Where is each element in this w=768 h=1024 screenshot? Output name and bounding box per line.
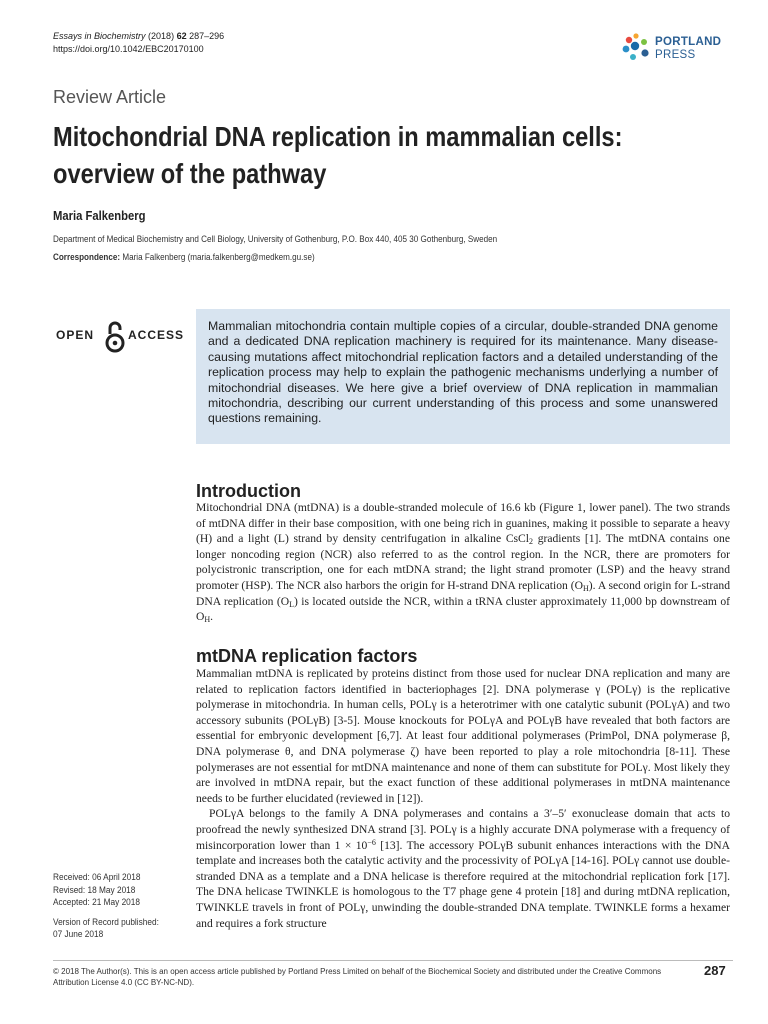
open-label: OPEN: [56, 328, 95, 342]
title-line-1: Mitochondrial DNA replication in mammalian cells:: [53, 121, 623, 152]
vor-label: Version of Record published:: [53, 916, 159, 927]
access-label: ACCESS: [128, 328, 185, 342]
title-line-2: overview of the pathway: [53, 158, 327, 189]
open-access-badge: [56, 320, 186, 360]
correspondence-label: Correspondence:: [53, 252, 121, 262]
paragraph-2: POLγA belongs to the family A DNA polymerases and contains a 3′–5′ exonuclease domain that acts to proofread the newly synthesized DNA strand [3]. POLγ is a highly accurate DNA polymerase with a frequency of misincorporation lower than $1 \times 10^{-6}$ [13]. The accessory POLγB subunit enhances interactions with the DNA template and increases both the catalytic activity and the processivity of POLγA [14-16]. POLγ cannot use double-stranded DNA as a template and a DNA helicase is therefore required at the mitochondrial replication fork [17]. The DNA helicase TWINKLE is homologous to the T7 phage gene 4 protein [18] and during mtDNA replication, TWINKLE travels in front of POLγ, unwinding the double-stranded DNA template. TWINKLE forms a hexamer and requires a fork structure: [196, 807, 730, 930]
publisher-press: PRESS: [655, 49, 696, 61]
page-number: 287: [704, 963, 726, 978]
vor-date: 07 June 2018: [53, 929, 104, 939]
correspondence: [53, 252, 315, 262]
article-title: [53, 118, 638, 192]
copyright-notice: © 2018 The Author(s). This is an open access article published by Portland Press Limited on behalf of the Biochemical Society and distributed under the Creative Commons Attribution License 4.0 (CC BY-NC-ND).: [53, 967, 662, 987]
received-date: Received: 06 April 2018: [53, 872, 141, 882]
author-name: Maria Falkenberg: [53, 209, 146, 223]
journal-year: (2018): [148, 31, 175, 41]
journal-name: Essays in Biochemistry: [53, 31, 146, 41]
journal-volume: 62: [176, 31, 187, 41]
journal-pages: 287–296: [189, 31, 225, 41]
footer-divider: [53, 960, 733, 961]
publisher-name: PORTLAND: [655, 36, 722, 48]
accepted-date: Accepted: 21 May 2018: [53, 897, 140, 907]
publication-dates: [53, 871, 159, 941]
publisher-logo-text: [655, 36, 721, 62]
correspondence-email[interactable]: Maria Falkenberg (maria.falkenberg@medkem.gu.se): [122, 252, 315, 262]
journal-citation: [53, 30, 224, 56]
replication-factors-heading: mtDNA replication factors: [196, 646, 418, 666]
open-lock-icon: [105, 320, 125, 356]
doi-link[interactable]: https://doi.org/10.1042/EBC20170100: [53, 44, 204, 54]
abstract-box: Mammalian mitochondria contain multiple copies of a circular, double-stranded DNA genome and a dedicated DNA replication machinery is required for its maintenance. Many disease-causing mutations affect mitochondrial replication factors and a detailed understanding of the replication process may help to explain the pathogenic mechanisms underlying a number of mitochondrial diseases. We here give a brief overview of DNA replication in mammalian mitochondria, describing our current understanding of this process and some unanswered questions remaining.: [196, 309, 730, 444]
introduction-heading: Introduction: [196, 481, 301, 501]
introduction-text: Mitochondrial DNA (mtDNA) is a double-stranded molecule of 16.6 kb (Figure 1, lower panel). The two strands of mtDNA differ in their base composition, with one being rich in guanines, making it possible to separate a heavy (H) and a light (L) strand by density centrifugation in alkaline CsCl$_2$ gradients [1]. The mtDNA contains one longer noncoding region (NCR) also referred to as the control region. In the NCR, there are promoters for polycistronic transcription, one for each mtDNA strand; the light strand promoter (LSP) and the heavy strand promoter (HSP). The NCR also harbors the origin for H-strand DNA replication $(O_H)$. A second origin for L-strand DNA replication $(O_L)$ is located outside the NCR, within a tRNA cluster approximately 11,000 bp downstream of $O_H$.: [196, 501, 730, 625]
revised-date: Revised: 18 May 2018: [53, 884, 136, 895]
article-type: Review Article: [53, 87, 167, 107]
affiliation: Department of Medical Biochemistry and Cell Biology, University of Gothenburg, P.O. Box 440, 405 30 Gothenburg, Sweden: [53, 234, 498, 244]
paragraph-1: Mammalian mtDNA is replicated by proteins distinct from those used for nuclear DNA replication and many are related to replication factors identified in bacteriophages [2]. DNA polymerase γ (POLγ) is the replicative polymerase in mitochondria. In human cells, POLγ is a heterotrimer with one catalytic subunit (POLγA) and two accessory subunits (POLγB) [3-5]. Mouse knockouts for POLγA and POLγB have revealed that both factors are essential for embryonic development [6,7]. At least four additional polymerases (PrimPol, DNA polymerase β, DNA polymerase θ, and DNA polymerase ζ) have been reported to play a role mitochondria [8-11]. These polymerases are not essential for mtDNA maintenance and none of them can substitute for POLγ. Most likely they are involved in mtDNA repair, but the exact function of these additional polymerases in mtDNA maintenance needs to be further elucidated (reviewed in [12]).: [196, 667, 730, 805]
replication-factors-text: [196, 666, 730, 931]
